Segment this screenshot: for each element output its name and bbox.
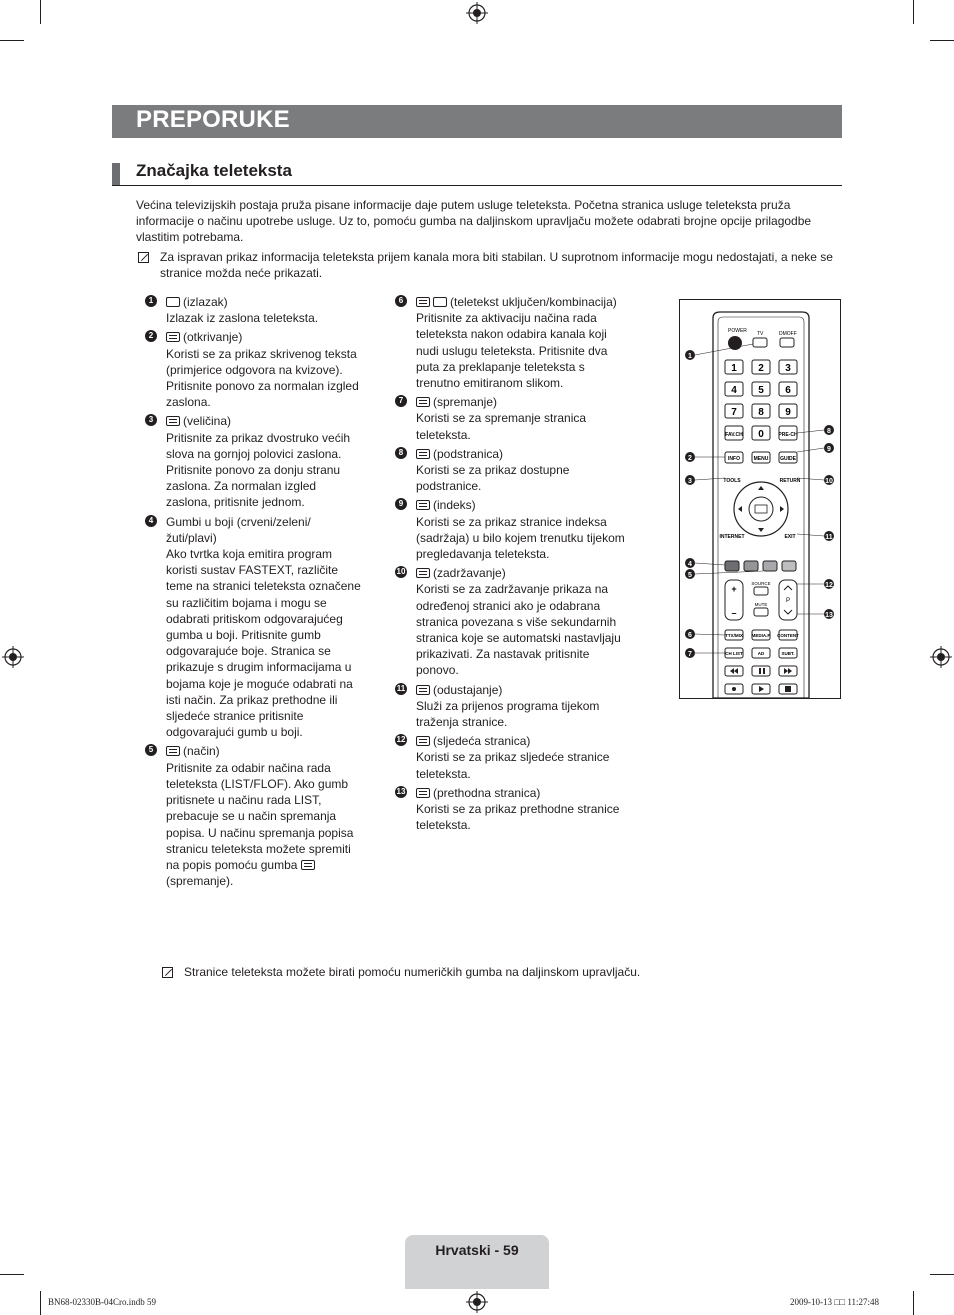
cancel-key-icon — [416, 685, 430, 695]
callout-number: 8 — [827, 428, 831, 435]
item-number: 5 — [145, 744, 157, 756]
size-key-icon — [166, 416, 180, 426]
color-button-red — [725, 561, 739, 571]
item-label: (otkrivanje) — [183, 330, 243, 345]
item-description: Pritisnite za prikaz dvostruko većih slova na gornjoj polovici zaslona. Pritisnite ponovo za donju stranu zaslona. Za normalan izgled zaslona, pritisnite jednom. — [166, 430, 351, 510]
color-button-green — [744, 561, 758, 571]
items-left-column — [148, 294, 361, 892]
remote-label-ttx: TTX/MIX — [725, 633, 743, 638]
list-item — [148, 329, 361, 410]
item-description: Koristi se za prikaz sljedeće stranice teleteksta. — [416, 750, 610, 781]
list-item — [396, 733, 631, 782]
item-description: Koristi se za zadržavanje prikaza na određenoj stranici ako je odabrana stranica povezana s više sekundarnih stranica koje se automatski nastavljaju prikazivati. Za nastavak pritisnite ponovo. — [416, 582, 621, 678]
callout-number: 11 — [825, 534, 833, 541]
item-description-end: (spremanje). — [166, 874, 234, 889]
digit-key-label: 8 — [758, 407, 764, 418]
remote-label-info: INFO — [728, 456, 740, 462]
subpage-key-icon — [416, 449, 430, 459]
remote-label-menu: MENU — [753, 456, 769, 462]
item-label: (zadržavanje) — [433, 566, 506, 581]
print-file-info: BN68-02330B-04Cro.indb 59 — [48, 1297, 156, 1307]
hold-key-icon — [416, 568, 430, 578]
remote-label-onoff: DMOFF — [779, 331, 797, 337]
item-label: (spremanje) — [433, 395, 498, 410]
list-item — [398, 294, 631, 391]
item-number: 6 — [395, 295, 407, 307]
teletext-mix-icon — [433, 297, 447, 307]
digit-key-label: 3 — [785, 363, 791, 374]
page-number: Hrvatski - 59 — [435, 1242, 519, 1258]
item-label: (prethodna stranica) — [433, 785, 541, 800]
item-description: Služi za prijenos programa tijekom traženja stranice. — [416, 698, 600, 730]
item-number: 4 — [145, 515, 157, 527]
crop-mark — [0, 1274, 24, 1275]
item-number: 12 — [396, 735, 406, 745]
page-header-banner — [112, 105, 842, 138]
list-item — [396, 565, 631, 678]
remote-label-chlist: CH LIST — [725, 651, 743, 656]
page-number-tab — [405, 1235, 549, 1289]
item-number: 7 — [395, 395, 407, 407]
item-label: (veličina) — [183, 414, 232, 429]
remote-label-source: SOURCE — [751, 581, 771, 586]
remote-label-mediap: MEDIA.P — [751, 633, 771, 638]
item-label: (odustajanje) — [433, 682, 503, 697]
crop-mark — [913, 0, 914, 24]
intro-paragraph: Većina televizijskih postaja pruža pisane informacije daje putem usluge teleteksta. Početna stranica usluge teleteksta pruža informacije o načinu upotrebe usluge. Uz to, pomoću gumba na daljinskom upravljaču možete odabrati brojne opcije prilagodbe vlastitim potrebama. — [136, 198, 812, 245]
store-key-icon — [416, 397, 430, 407]
callout-number: 7 — [688, 651, 692, 658]
next-page-key-icon — [416, 736, 430, 746]
registration-mark-icon — [2, 646, 24, 668]
color-button-yellow — [763, 561, 777, 571]
callout-number: 12 — [825, 582, 833, 589]
registration-mark-icon — [466, 1291, 488, 1313]
list-item — [398, 446, 631, 495]
mode-key-icon — [166, 746, 180, 756]
remote-label-prech: PRE-CH — [778, 432, 798, 438]
callout-number: 6 — [688, 632, 692, 639]
remote-label-mute: MUTE — [754, 602, 768, 607]
items-right-column — [396, 294, 631, 837]
callout-number: 13 — [825, 612, 833, 619]
power-button — [728, 336, 742, 350]
digit-key-label: 2 — [758, 363, 764, 374]
index-key-icon — [416, 500, 430, 510]
callout-number: 4 — [688, 561, 692, 568]
item-number: 10 — [396, 567, 406, 577]
item-description: Koristi se za prikaz skrivenog teksta (primjerice odgovora na kvizove). Pritisnite ponovo za normalan izgled zaslona. — [166, 346, 359, 410]
item-description: Ako tvrtka koja emitira program koristi sustav FASTEXT, različite teme na stranici teleteksta označene su različitim bojama i mogu se odabrati pritiskom odgovarajućeg gumba u boji. Pritisnite gumb odgovarajuće boje. Stranica se prikazuje s drugim informacijama u bojama koje je moguće odabrati na isti način. Za prikaz prethodne ili sljedeće stranice pritisnite odgovarajući gumb u boji. — [166, 547, 361, 740]
list-item — [148, 514, 361, 741]
remote-label-tools: TOOLS — [723, 478, 741, 484]
digit-key-label: 6 — [785, 385, 791, 396]
print-date-info: 2009-10-13 □□ 11:27:48 — [790, 1297, 880, 1307]
item-number: 13 — [396, 786, 406, 796]
item-description: Pritisnite za aktivaciju načina rada teleteksta nakon odabira kanala koji nudi uslugu teleteksta. Pritisnite dva puta za preklapanje teleteksta s trenutno emitiranom slikom. — [416, 311, 608, 391]
remote-label-ad: AD — [757, 651, 765, 656]
remote-label-tv: TV — [757, 331, 764, 337]
item-number: 1 — [145, 295, 157, 307]
section-title: Značajka teleteksta — [136, 161, 292, 180]
reveal-key-icon — [166, 332, 180, 342]
list-item — [148, 413, 361, 510]
crop-mark — [0, 40, 24, 41]
note-top: Za ispravan prikaz informacija teleteksta prijem kanala mora biti stabilan. U suprotnom informacije mogu nedostajati, a neke se stranice možda neće prikazati. — [160, 250, 833, 281]
note-icon — [138, 252, 149, 263]
remote-control-illustration — [680, 300, 840, 698]
item-number: 8 — [395, 447, 407, 459]
item-number: 2 — [145, 330, 157, 342]
registration-mark-icon — [466, 2, 488, 24]
list-item — [148, 743, 361, 889]
list-item — [396, 785, 631, 834]
item-label: (podstranica) — [433, 446, 504, 461]
crop-mark — [40, 1291, 41, 1315]
callout-number: 3 — [688, 478, 692, 485]
digit-key-label: 4 — [731, 385, 737, 396]
registration-mark-icon — [930, 646, 952, 668]
callout-number: 2 — [688, 455, 692, 462]
crop-mark — [913, 1291, 914, 1315]
svg-text:+: + — [731, 584, 737, 594]
item-label: (izlazak) — [183, 295, 228, 309]
digit-key-label: 0 — [758, 429, 764, 440]
list-item — [396, 682, 631, 731]
note-bottom: Stranice teleteksta možete birati pomoću numeričkih gumba na daljinskom upravljaču. — [184, 965, 641, 979]
crop-mark — [930, 1274, 954, 1275]
digit-key-label: 7 — [731, 407, 737, 418]
list-item — [398, 497, 631, 562]
crop-mark — [930, 40, 954, 41]
note-icon — [162, 967, 173, 978]
callout-number: 10 — [825, 478, 833, 485]
item-description: Koristi se za prikaz prethodne stranice teleteksta. — [416, 802, 620, 833]
item-label: (način) — [183, 744, 220, 759]
digit-key-label: 9 — [785, 407, 791, 418]
item-description: Koristi se za prikaz stranice indeksa (sadržaja) u bilo kojem trenutku tijekom pregledavanja teleteksta. — [416, 514, 625, 562]
exit-key-icon — [166, 297, 180, 307]
item-label: (teletekst uključen/kombinacija) — [450, 295, 617, 309]
remote-label-p: P — [785, 598, 791, 604]
remote-label-internet: INTERNET — [719, 534, 745, 540]
list-item — [398, 394, 631, 443]
item-label: (indeks) — [433, 498, 476, 513]
item-description: Koristi se za spremanje stranica teleteksta. — [416, 411, 587, 442]
item-description: Izlazak iz zaslona teleteksta. — [166, 311, 319, 326]
prev-page-key-icon — [416, 788, 430, 798]
store-key-icon — [301, 860, 315, 870]
section-divider — [112, 185, 842, 186]
item-number: 9 — [395, 498, 407, 510]
section-marker — [112, 163, 120, 185]
teletext-on-icon — [416, 297, 430, 307]
remote-label-guide: GUIDE — [780, 456, 796, 462]
color-button-blue — [782, 561, 796, 571]
callout-number: 9 — [827, 446, 831, 453]
list-item — [148, 294, 361, 326]
item-label: (sljedeća stranica) — [433, 734, 531, 749]
callout-number: 1 — [688, 353, 692, 360]
digit-key-label: 1 — [731, 363, 737, 374]
remote-label-exit: EXIT — [784, 534, 796, 540]
item-number: 3 — [145, 414, 157, 426]
remote-label-power: POWER — [728, 328, 747, 334]
remote-label-return: RETURN — [779, 478, 801, 484]
svg-text:–: – — [731, 608, 737, 618]
remote-label-subt: SUBT. — [781, 651, 795, 656]
item-description: Pritisnite za odabir načina rada teleteksta (LIST/FLOF). Ako gumb pritisnete u načinu rada LIST, prebacuje se u način spremanja popisa. U načinu spremanja popisa stranicu teleteksta možete spremiti na popis pomoću gumba — [166, 760, 354, 872]
crop-mark — [40, 0, 41, 24]
item-number: 11 — [396, 683, 406, 693]
digit-key-label: 5 — [758, 385, 764, 396]
page-title: PREPORUKE — [136, 106, 290, 133]
remote-label-content: CONTENT — [777, 633, 799, 638]
callout-number: 5 — [688, 572, 692, 579]
item-description: Koristi se za prikaz dostupne podstranice. — [416, 463, 570, 494]
item-label: Gumbi u boji (crveni/zeleni/žuti/plavi) — [166, 514, 311, 545]
remote-label-fav: FAV.CH — [725, 432, 743, 438]
